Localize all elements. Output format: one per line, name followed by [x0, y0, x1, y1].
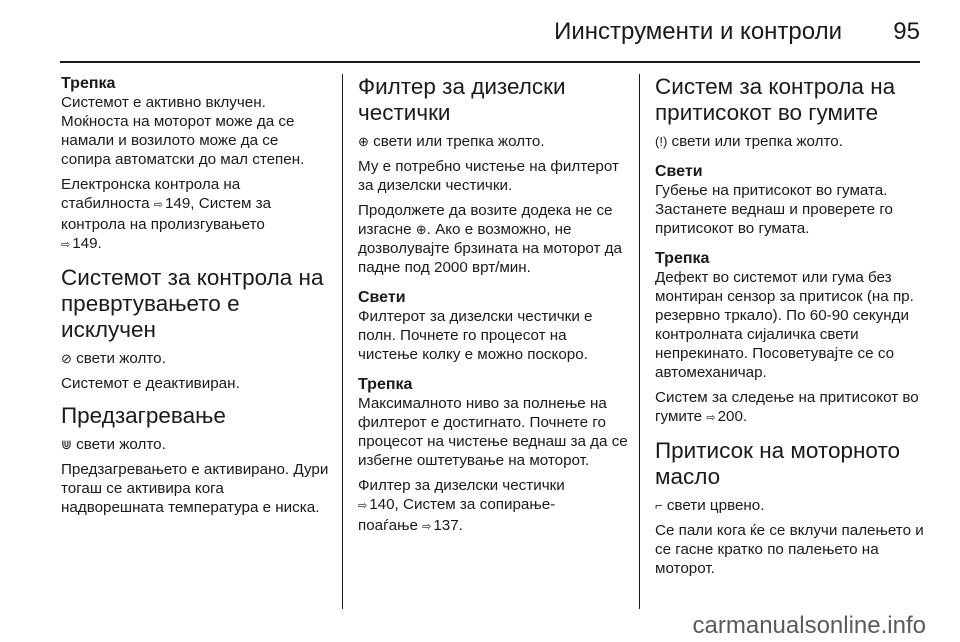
cross-reference-link[interactable]: 149.	[72, 235, 102, 252]
paragraph: Максималното ниво за полнење на филтерот е достигнато. Почнете го процесот на чистење веднаш за да се избегне оштетување на моторот.	[358, 395, 628, 469]
arrow-right-icon: ⇨	[153, 199, 163, 211]
arrow-right-icon: ⇨	[422, 521, 432, 533]
section-heading-tpms: Систем за контрола на притисокот во гумите	[655, 74, 896, 125]
text: свети или трепка жолто.	[373, 133, 545, 150]
paragraph	[61, 435, 329, 454]
dpf-icon: ⊕	[415, 222, 427, 237]
subheading-trepka: Трепка	[655, 250, 710, 267]
paragraph	[655, 496, 927, 515]
section-heading-rollover: Системот за контрола на превртувањето е исклучен	[61, 265, 324, 342]
section-heading-oil: Притисок на моторното масло	[655, 438, 901, 489]
paragraph: Системот е активно вклучен.	[61, 94, 266, 111]
paragraph	[655, 388, 927, 428]
watermark: carmanualsonline.info	[692, 612, 926, 639]
paragraph	[61, 175, 329, 255]
column-3	[655, 74, 927, 584]
cross-reference-link[interactable]: 200.	[717, 408, 748, 425]
column-divider	[342, 74, 343, 609]
paragraph	[358, 476, 628, 537]
paragraph: Дефект во системот или гума без монтиран сензор за притисок (на пр. резервно тркало). По 60-90 секунди контролната сијаличка свети непрекинато. Посоветувајте се со автомеханичар.	[655, 269, 914, 381]
rollover-off-icon: ⊘	[61, 351, 72, 366]
glow-plug-icon: ⋓	[61, 437, 72, 452]
section-heading-dpf: Филтер за дизелски честички	[358, 74, 566, 125]
text: Филтер за дизелски честички	[358, 477, 565, 494]
cross-reference-link[interactable]: 137.	[433, 517, 463, 534]
paragraph	[61, 349, 329, 368]
text: . Ако е возможно, не дозволувајте брзината на моторот да падне под 2000 врт/мин.	[358, 221, 622, 276]
paragraph	[358, 132, 628, 151]
page-header	[0, 0, 960, 62]
column-2	[358, 74, 628, 543]
dpf-icon: ⊕	[358, 134, 369, 149]
subheading-trepka: Трепка	[61, 75, 116, 92]
column-divider	[639, 74, 640, 609]
arrow-right-icon: ⇨	[358, 500, 368, 512]
arrow-right-icon: ⇨	[61, 239, 71, 251]
tire-pressure-icon: (!)	[655, 134, 668, 149]
text: Електронска контрола на стабилноста	[61, 176, 241, 212]
header-rule	[60, 61, 920, 63]
paragraph: Му е потребно чистење на филтерот за дизелски честички.	[358, 158, 619, 194]
text: Систем за следење на притисокот во гумите	[655, 389, 919, 425]
paragraph: Моќноста на моторот може да се намали и возилото може да се сопира автоматски до мал степен.	[61, 113, 305, 168]
subheading-sveti: Свети	[358, 289, 406, 306]
paragraph	[655, 132, 927, 151]
text: свети или трепка жолто.	[671, 133, 843, 150]
cross-reference-link[interactable]: 149, Систем за контрола на пролизгувањето	[61, 195, 272, 233]
subheading-trepka: Трепка	[358, 376, 413, 393]
paragraph: Се пали кога ќе се вклучи палењето и се гасне кратко по палењето на моторот.	[655, 522, 924, 577]
subheading-sveti: Свети	[655, 163, 703, 180]
paragraph: Предзагревањето е активирано. Дури тогаш се активира кога надворешната температура е ниска.	[61, 461, 329, 516]
arrow-right-icon: ⇨	[706, 412, 716, 424]
header-title: Иинструменти и контроли	[554, 18, 842, 45]
cross-reference-link[interactable]: 140, Систем за сопирање-	[369, 496, 556, 513]
paragraph: Филтерот за дизелски честички е полн. Почнете го процесот на чистење колку е можно поскоро.	[358, 308, 593, 363]
paragraph: Системот е деактивиран.	[61, 375, 240, 392]
paragraph	[358, 201, 628, 277]
section-heading-preheat: Предзагревање	[61, 403, 226, 428]
oil-can-icon: ⌐	[655, 498, 663, 513]
text: свети жолто.	[76, 436, 166, 453]
text: свети црвено.	[666, 497, 765, 514]
text: поаѓање	[358, 517, 423, 534]
paragraph: Губење на притисокот во гумата. Застанете веднаш и проверете го притисокот во гумата.	[655, 182, 893, 237]
text: свети жолто.	[76, 350, 166, 367]
column-1	[61, 74, 329, 523]
page-number: 95	[893, 18, 920, 45]
text: Продолжете да возите додека не се изгасне	[358, 202, 613, 238]
